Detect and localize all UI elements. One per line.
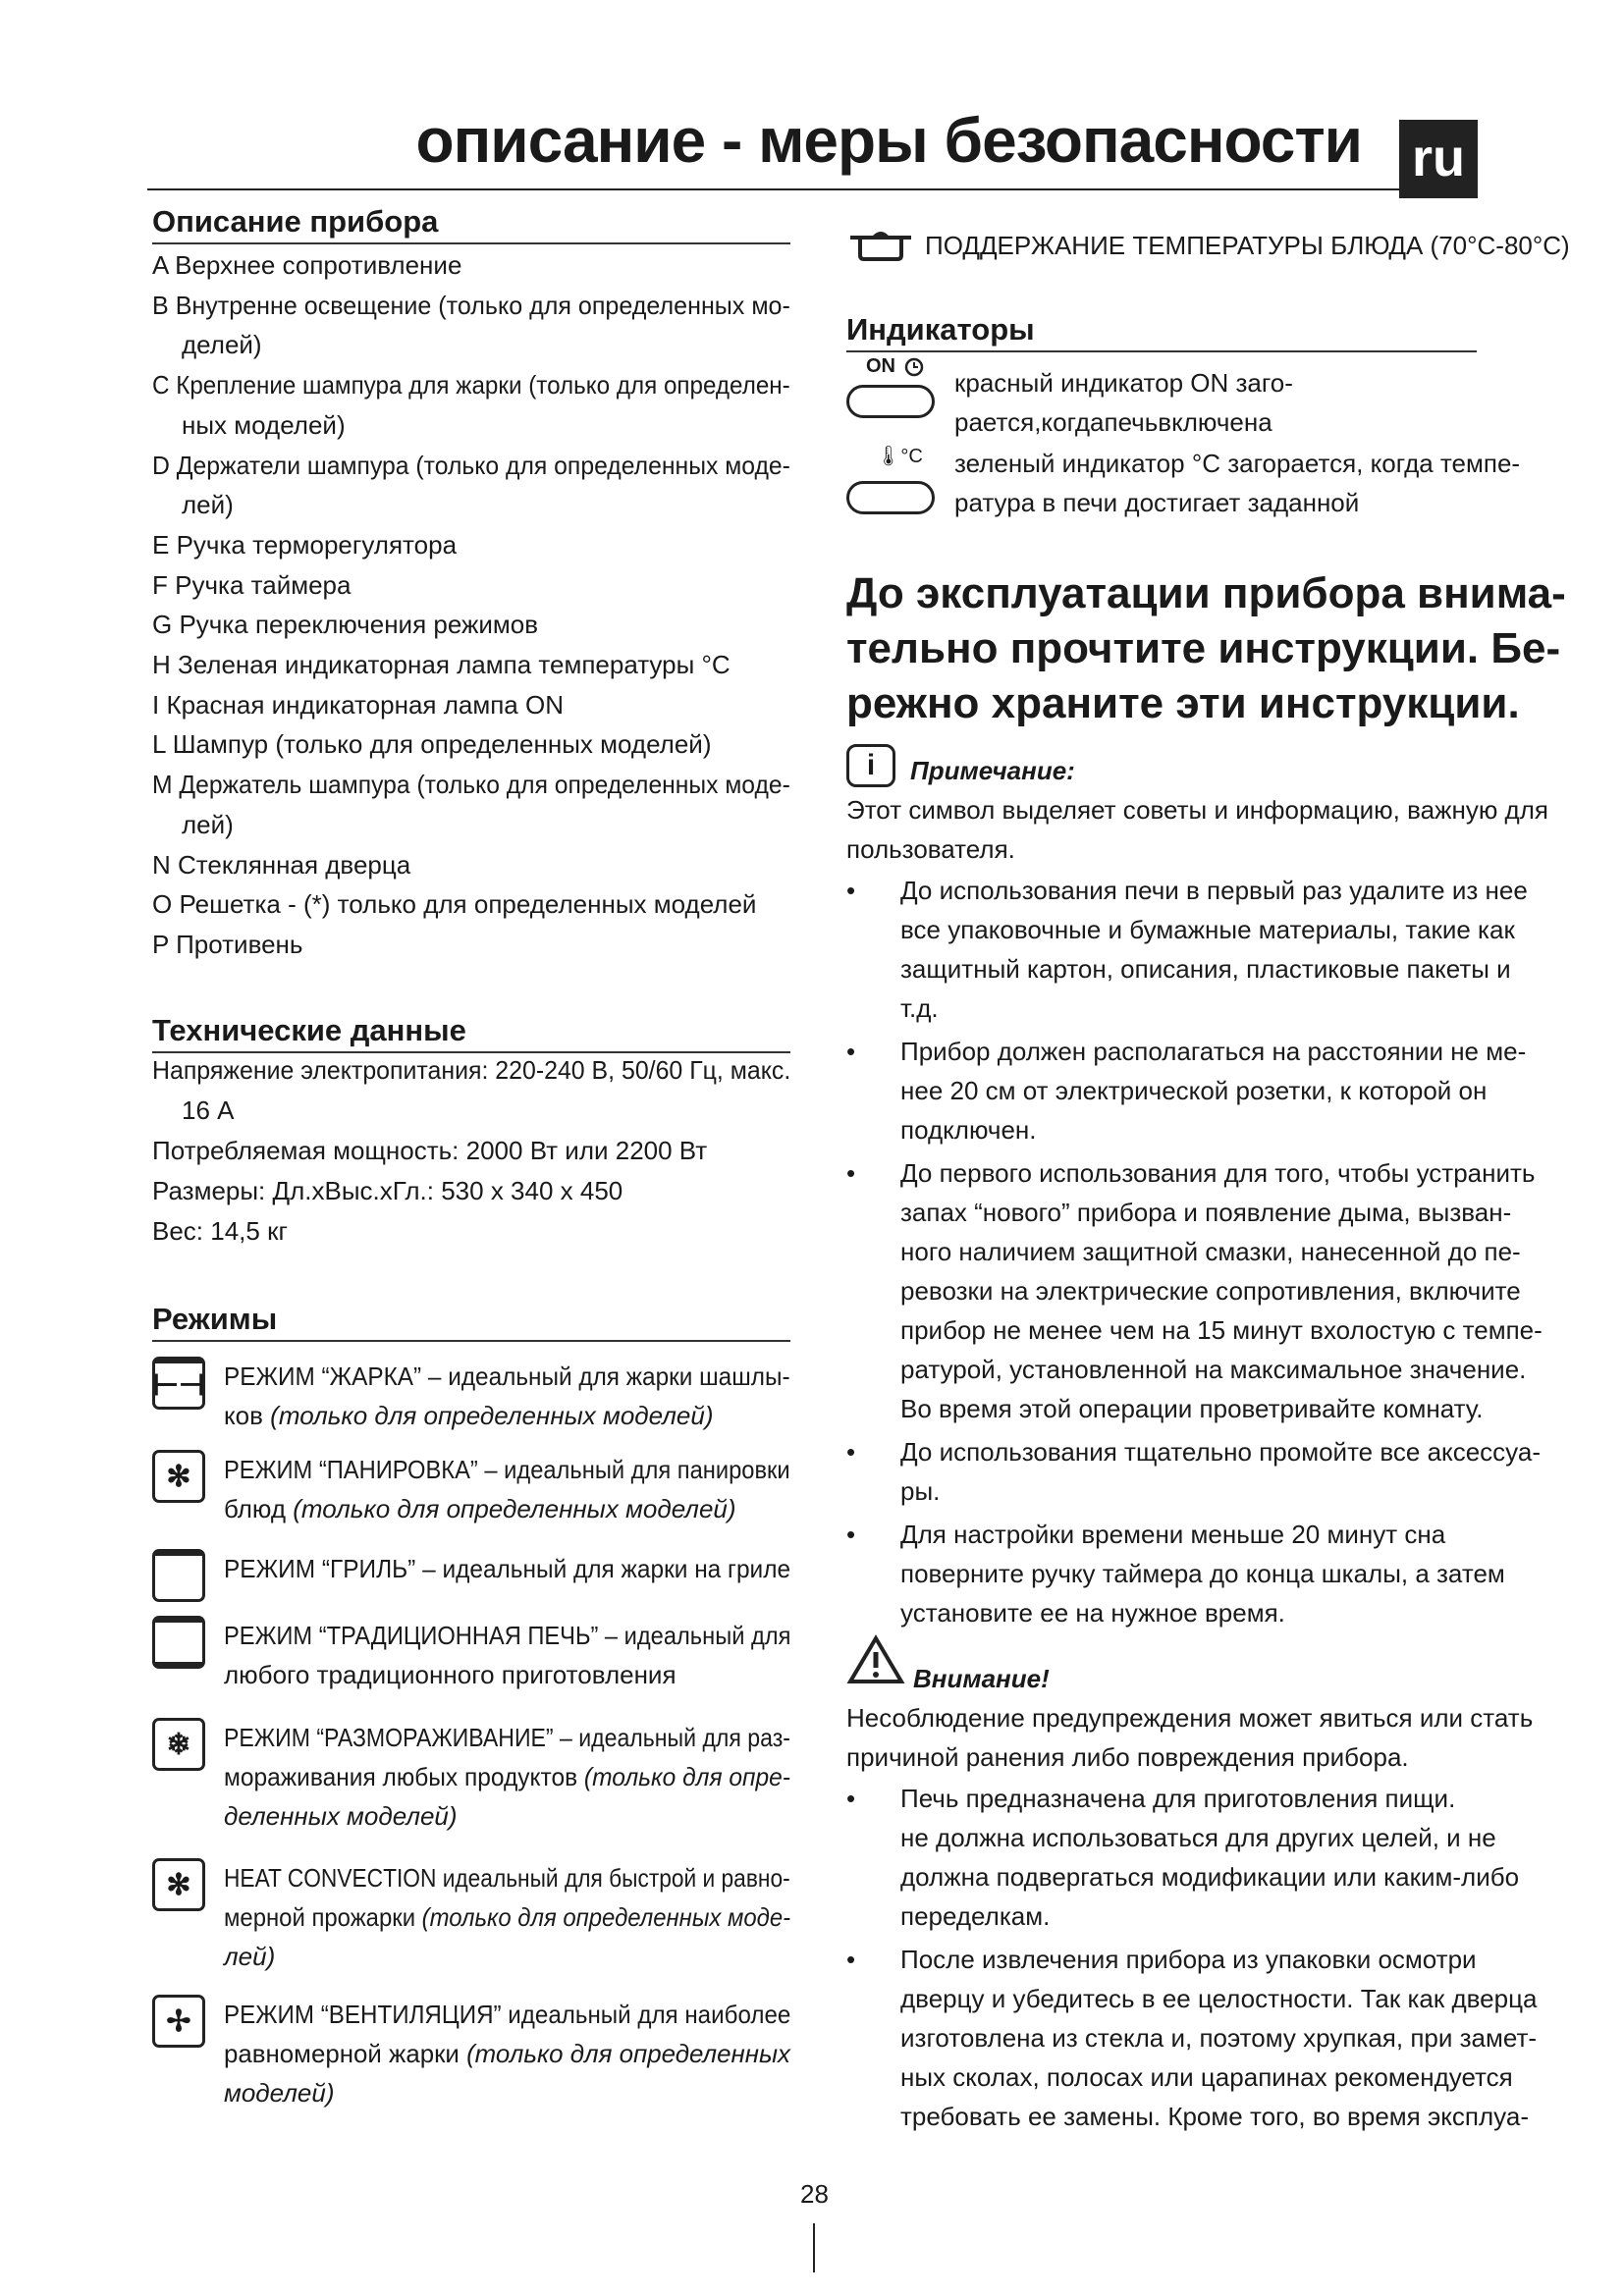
description-line: M Держатель шампура (только для определенных моде-: [152, 770, 790, 800]
bullet-line: После извлечения прибора из упаковки осмотри: [900, 1945, 1477, 1974]
bullet-line: ревозки на электрические сопротивления, включите: [900, 1276, 1521, 1306]
keep-warm-icon: [846, 228, 915, 263]
bullet-line: т.д.: [900, 993, 939, 1023]
tech-line: 16 А: [182, 1095, 235, 1125]
bullet-line: установите ее на нужное время.: [900, 1598, 1285, 1628]
instruction-line: До эксплуатации прибора внима-: [846, 569, 1566, 617]
bullet-line: ного наличием защитной смазки, нанесенной до пе-: [900, 1237, 1521, 1266]
mode-note: (только для определенных моделей): [262, 1401, 714, 1430]
heat-convection-icon: ✻: [152, 1858, 205, 1911]
keep-warm-text: ПОДДЕРЖАНИЕ ТЕМПЕРАТУРЫ БЛЮДА (70°C-80°C): [925, 231, 1570, 260]
green-indicator-light: [846, 481, 935, 514]
mode-note: (только для определенных моделей): [286, 1494, 736, 1523]
description-line: H Зеленая индикаторная лампа температуры °C: [152, 650, 731, 679]
bullet-line: До использования тщательно промойте все аксессуа-: [900, 1437, 1541, 1467]
description-line: G Ручка переключения режимов: [152, 610, 539, 640]
green-indicator-line-2: ратура в печи достигает заданной: [954, 488, 1360, 517]
mode-note: (только для опре-: [577, 1762, 790, 1791]
description-line: E Ручка терморегулятора: [152, 529, 458, 560]
description-line: лей): [182, 809, 234, 839]
warning-line: причиной ранения либо повреждения прибора.: [846, 1742, 1409, 1772]
mode-description: ков (только для определенных моделей): [224, 1401, 714, 1430]
bullet-line: поверните ручку таймера до конца шкалы, а затем: [900, 1559, 1505, 1588]
bullet-mark: •: [846, 1037, 856, 1066]
description-line: O Решетка - (*) только для определенных моделей: [152, 889, 757, 920]
bullet-line: Во время этой операции проветривайте комнату.: [900, 1394, 1484, 1423]
mode-note: лей): [224, 1942, 276, 1971]
tech-line: Размеры: Дл.хВыс.хГл.: 530 x 340 x 450: [152, 1176, 623, 1205]
mode-description: РЕЖИМ “ТРАДИЦИОННАЯ ПЕЧЬ” – идеальный для: [224, 1621, 791, 1650]
temp-label: 🌡°C: [876, 446, 923, 467]
description-line: P Противень: [152, 929, 303, 959]
bullet-line: защитный картон, описания, пластиковые пакеты и: [900, 954, 1511, 984]
mode-description: любого традиционного приготовления: [224, 1660, 677, 1689]
bullet-mark: •: [846, 1784, 856, 1813]
mode-description: блюд (только для определенных моделей): [224, 1494, 736, 1523]
description-line: C Крепление шампура для жарки (только для определен-: [152, 370, 790, 400]
language-badge: ru: [1399, 120, 1478, 198]
page-header: [147, 105, 1478, 190]
bullet-mark: •: [846, 1158, 856, 1188]
grill-icon: [152, 1549, 205, 1602]
bullet-line: запах “нового” прибора и появление дыма, вызван-: [900, 1198, 1512, 1227]
page-number: 28: [800, 2179, 829, 2209]
description-line: ных моделей): [182, 409, 346, 440]
fan-circle-icon: ✻: [152, 1450, 205, 1503]
mode-description: мерной прожарки (только для определенных моде-: [224, 1902, 791, 1932]
bullet-line: нее 20 см от электрической розетки, к которой он: [900, 1076, 1488, 1105]
tech-line: Вес: 14,5 кг: [152, 1216, 288, 1246]
bullet-line: До первого использования для того, чтобы устранить: [900, 1158, 1536, 1188]
mode-description: РЕЖИМ “ЖАРКА” – идеальный для жарки шашлы-: [224, 1362, 790, 1391]
bullet-line: переделкам.: [900, 1901, 1051, 1931]
indicators-heading: Индикаторы: [846, 312, 1477, 352]
bullet-line: ратурой, установленной на максимальное значение.: [900, 1355, 1527, 1384]
description-line: D Держатели шампура (только для определенных моде-: [152, 450, 790, 480]
tech-line: Потребляемая мощность: 2000 Вт или 2200 Вт: [152, 1136, 708, 1165]
bullet-mark: •: [846, 1945, 856, 1974]
bullet-line: Прибор должен располагаться на расстоянии не ме-: [900, 1037, 1527, 1066]
rotisserie-icon: ⊢⊣: [152, 1357, 205, 1410]
red-indicator-light: [846, 385, 935, 418]
info-icon: i: [846, 744, 895, 787]
green-indicator-line-1: зеленый индикатор °C загорается, когда темпе-: [954, 449, 1521, 478]
tech-line: Напряжение электропитания: 220-240 В, 50/60 Гц, макс.: [152, 1055, 791, 1085]
description-line: лей): [182, 490, 234, 520]
ventilation-icon: ✢: [152, 1995, 205, 2048]
on-label: ON: [866, 355, 895, 377]
bullet-line: Печь предназначена для приготовления пищи.: [900, 1784, 1456, 1813]
tech-heading: Технические данные: [152, 1013, 790, 1053]
bullet-line: все упаковочные и бумажные материалы, такие как: [900, 915, 1515, 944]
mode-note: (только для определенных: [459, 2039, 790, 2068]
bullet-line: ры.: [900, 1476, 941, 1506]
mode-description: мораживания любых продуктов (только для опре-: [224, 1762, 790, 1791]
description-line: N Стеклянная дверца: [152, 849, 411, 880]
instruction-line: режно храните эти инструкции.: [846, 679, 1520, 727]
bullet-line: подключен.: [900, 1115, 1037, 1145]
bullet-line: не должна использоваться для других целей, и не: [900, 1823, 1496, 1852]
bullet-line: До использования печи в первый раз удалите из нее: [900, 876, 1528, 905]
temp-label-text: °C: [900, 446, 923, 467]
page-title: описание - меры безопасности: [415, 105, 1362, 176]
warning-icon: [846, 1634, 905, 1685]
description-line: I Красная индикаторная лампа ON: [152, 689, 564, 720]
mode-description: HEAT CONVECTION идеальный для быстрой и равно-: [224, 1863, 790, 1893]
bullet-line: изготовлена из стекла и, поэтому хрупкая, при замет-: [900, 2023, 1538, 2053]
description-line: делей): [182, 330, 262, 360]
mode-description: РЕЖИМ “ПАНИРОВКА” – идеальный для панировки: [224, 1455, 790, 1484]
note-line: пользователя.: [846, 834, 1015, 864]
bullet-mark: •: [846, 1437, 856, 1467]
defrost-icon: ❄: [152, 1718, 205, 1771]
warning-line: Несоблюдение предупреждения может явиться или стать: [846, 1703, 1534, 1733]
description-line: L Шампур (только для определенных моделей): [152, 729, 712, 760]
bullet-line: ных сколах, полосах или царапинах рекомендуется: [900, 2062, 1513, 2092]
bullet-mark: •: [846, 1520, 856, 1549]
bullet-line: дверцу и убедитесь в ее целостности. Так как дверца: [900, 1984, 1538, 2013]
description-heading: Описание прибора: [152, 204, 790, 244]
description-line: B Внутренне освещение (только для определенных мо-: [152, 290, 790, 320]
note-line: Этот символ выделяет советы и информацию, важную для: [846, 795, 1548, 825]
mode-description: РЕЖИМ “РАЗМОРАЖИВАНИЕ” – идеальный для раз-: [224, 1723, 790, 1752]
bullet-line: прибор не менее чем на 15 минут вхолостую с темпе-: [900, 1315, 1543, 1345]
red-indicator-line-1: красный индикатор ON заго-: [954, 368, 1293, 398]
top-bottom-heat-icon: [152, 1616, 205, 1669]
mode-note: (только для определенных моде-: [415, 1902, 791, 1932]
description-line: F Ручка таймера: [152, 569, 352, 600]
bullet-line: требовать ее замены. Кроме того, во время эксплуа-: [900, 2102, 1529, 2131]
clock-icon: [903, 356, 925, 378]
description-line: A Верхнее сопротивление: [152, 250, 462, 280]
modes-heading: Режимы: [152, 1302, 790, 1342]
mode-note: моделей): [224, 2078, 335, 2108]
bullet-line: Для настройки времени меньше 20 минут сна: [900, 1520, 1446, 1549]
mode-description: РЕЖИМ “ВЕНТИЛЯЦИЯ” идеальный для наиболее: [224, 2000, 791, 2029]
warning-heading: Внимание!: [913, 1664, 1050, 1693]
bullet-mark: •: [846, 876, 856, 905]
bullet-line: должна подвергаться модификации или каким-либо: [900, 1862, 1520, 1892]
note-heading: Примечание:: [910, 756, 1075, 785]
instruction-line: тельно прочтите инструкции. Бе-: [846, 624, 1561, 672]
red-indicator-line-2: рается,когдапечьвключена: [954, 407, 1272, 437]
page-divider: [813, 2223, 815, 2272]
mode-description: равномерной жарки (только для определенных: [224, 2039, 790, 2068]
mode-note: деленных моделей): [224, 1801, 458, 1831]
mode-description: РЕЖИМ “ГРИЛЬ” – идеальный для жарки на гриле: [224, 1554, 791, 1583]
